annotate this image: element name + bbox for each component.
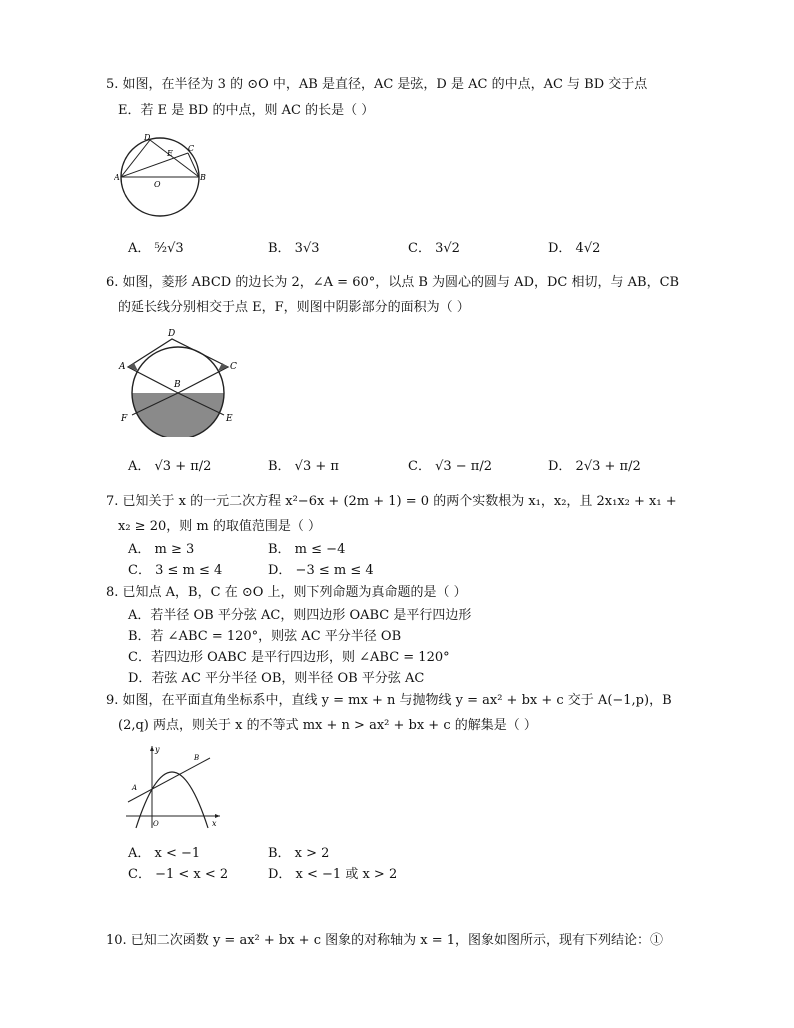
q9-figure (122, 744, 222, 830)
q6-label-d: D (168, 329, 176, 339)
q5-label-o: O (154, 180, 161, 189)
q7-option-a[interactable]: A． m ≥ 3 (128, 542, 195, 557)
q7-stem-line2: x₂ ≥ 20，则 m 的取值范围是（ ） (118, 519, 321, 534)
q9-label-x: x (212, 819, 217, 828)
q6-option-c[interactable]: C． √3 − π/2 (408, 459, 492, 474)
q7-option-b[interactable]: B． m ≤ −4 (268, 542, 346, 557)
q6-figure (114, 325, 240, 437)
q7-option-d[interactable]: D． −3 ≤ m ≤ 4 (268, 563, 374, 578)
q8-option-a[interactable]: A．若半径 OB 平分弦 AC，则四边形 OABC 是平行四边形 (128, 608, 472, 623)
q5-option-b[interactable]: B． 3√3 (268, 241, 320, 256)
q9-label-o: O (153, 820, 159, 828)
q6-label-e: E (226, 414, 233, 424)
q5-figure (114, 132, 214, 222)
q6-label-b: B (174, 380, 181, 390)
q9-label-a: A (132, 784, 138, 792)
q6-stem-line2: 的延长线分别相交于点 E，F，则图中阴影部分的面积为（ ） (118, 300, 470, 315)
q6-option-b[interactable]: B． √3 + π (268, 459, 339, 474)
q5-label-c: C (188, 144, 195, 153)
q6-option-a[interactable]: A． √3 + π/2 (128, 459, 212, 474)
q8-option-b[interactable]: B．若 ∠ABC = 120°，则弦 AC 平分半径 OB (128, 629, 402, 644)
q9-label-b: B (194, 754, 200, 762)
q8-option-d[interactable]: D．若弦 AC 平分半径 OB，则半径 OB 平分弦 AC (128, 671, 425, 686)
q5-option-d[interactable]: D． 4√2 (548, 241, 601, 256)
q6-option-d[interactable]: D． 2√3 + π/2 (548, 459, 641, 474)
q5-option-c[interactable]: C． 3√2 (408, 241, 460, 256)
q5-option-a[interactable]: A． ⁵⁄₂√3 (128, 241, 184, 256)
q5-stem-line1: 5. 如图，在半径为 3 的 ⊙O 中，AB 是直径，AC 是弦，D 是 AC 的中点，AC 与 BD 交于点 (106, 77, 648, 92)
q6-label-f: F (121, 414, 128, 424)
q9-option-d[interactable]: D． x < −1 或 x > 2 (268, 867, 398, 882)
q6-stem-line1: 6. 如图，菱形 ABCD 的边长为 2，∠A = 60°，以点 B 为圆心的圆与 AD，DC 相切，与 AB，CB (106, 275, 680, 290)
q5-label-b: B (200, 173, 206, 182)
q6-label-c: C (230, 362, 237, 372)
q9-option-c[interactable]: C． −1 < x < 2 (128, 867, 229, 882)
q9-option-a[interactable]: A． x < −1 (128, 846, 201, 861)
q5-label-a: A (114, 173, 120, 182)
q9-option-b[interactable]: B． x > 2 (268, 846, 330, 861)
q9-stem-line1: 9. 如图，在平面直角坐标系中，直线 y = mx + n 与抛物线 y = ax² + bx + c 交于 A(−1,p)，B (106, 693, 672, 708)
q8-stem-line1: 8. 已知点 A，B，C 在 ⊙O 上，则下列命题为真命题的是（ ） (106, 585, 467, 600)
q7-stem-line1: 7. 已知关于 x 的一元二次方程 x²−6x + (2m + 1) = 0 的两个实数根为 x₁，x₂，且 2x₁x₂ + x₁ + (106, 494, 677, 509)
q7-option-c[interactable]: C． 3 ≤ m ≤ 4 (128, 563, 223, 578)
q9-stem-line2: (2,q) 两点，则关于 x 的不等式 mx + n > ax² + bx + c 的解集是（ ） (118, 718, 537, 733)
q5-stem-line2: E．若 E 是 BD 的中点，则 AC 的长是（ ） (118, 103, 375, 118)
q6-label-a: A (119, 362, 126, 372)
q5-label-e: E (167, 149, 173, 158)
q10-stem-line1: 10. 已知二次函数 y = ax² + bx + c 图象的对称轴为 x = 1，图象如图所示，现有下列结论：① (106, 933, 664, 948)
q8-option-c[interactable]: C．若四边形 OABC 是平行四边形，则 ∠ABC = 120° (128, 650, 450, 665)
q5-label-d: D (144, 133, 151, 142)
q9-label-y: y (155, 745, 160, 754)
